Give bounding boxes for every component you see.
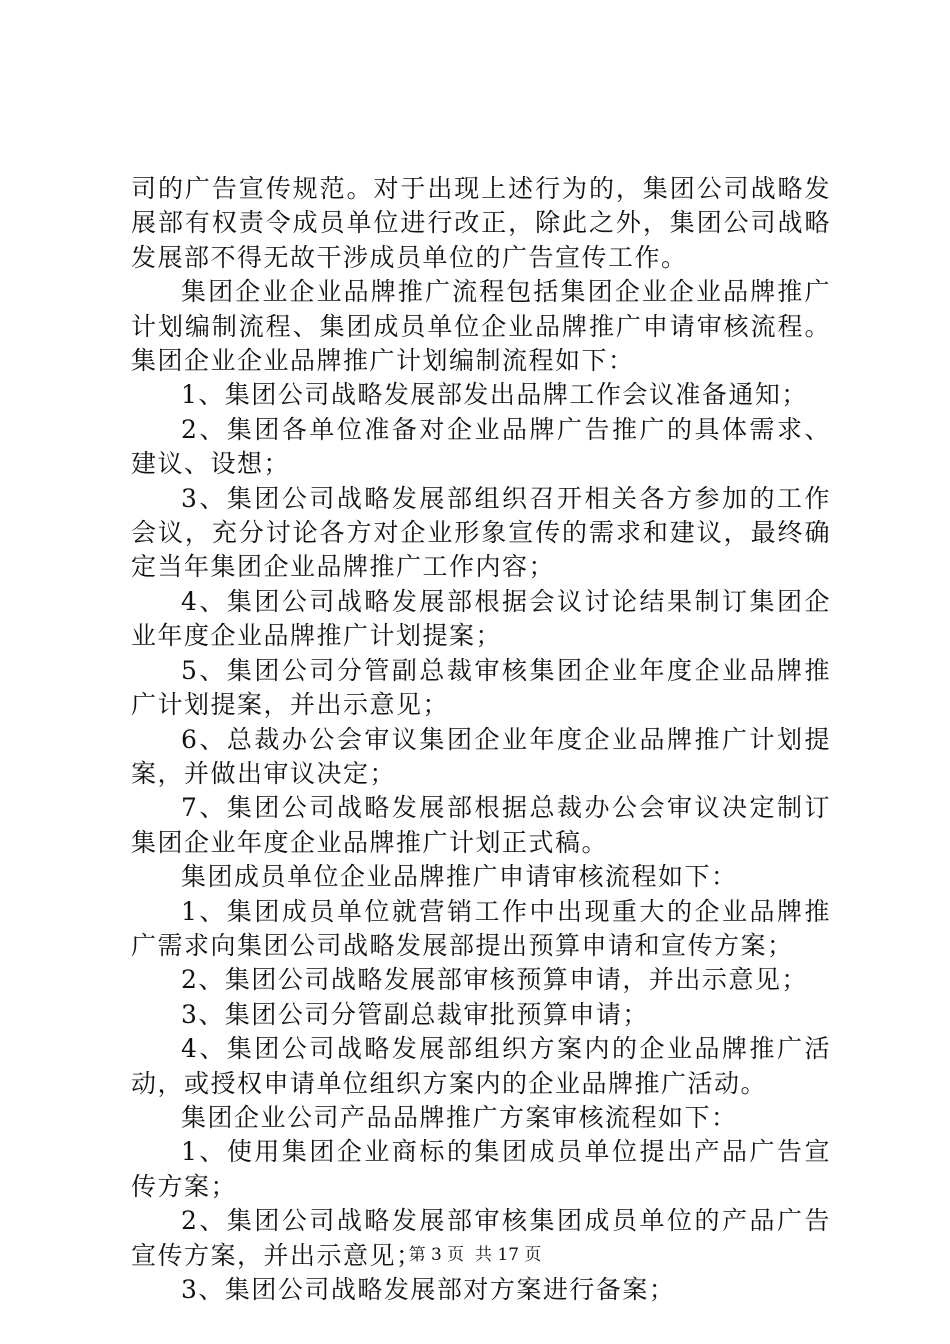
list-item: 1、使用集团企业商标的集团成员单位提出产品广告宣传方案； [131,1137,831,1201]
list-item: 3、集团公司战略发展部组织召开相关各方参加的工作会议，充分讨论各方对企业形象宣传的需求和建议，最终确定当年集团企业品牌推广工作内容； [131,483,831,582]
list-item: 1、集团成员单位就营销工作中出现重大的企业品牌推广需求向集团公司战略发展部提出预算申请和宣传方案； [131,896,831,960]
list-item: 3、集团公司分管副总裁审批预算申请； [181,999,649,1029]
document-body [131,172,831,1307]
paragraph: 集团成员单位企业品牌推广申请审核流程如下： [181,862,738,892]
list-item: 2、集团公司战略发展部审核集团成员单位的产品广告宣传方案，并出示意见； [131,1206,831,1270]
list-item: 7、集团公司战略发展部根据总裁办公会审议决定制订集团企业年度企业品牌推广计划正式稿。 [131,793,831,857]
list-item: 2、集团各单位准备对企业品牌广告推广的具体需求、建议、设想； [131,414,831,479]
paragraph: 集团企业公司产品品牌推广方案审核流程如下： [181,1102,738,1132]
page-number: 第 3 页 共 17 页 [408,1245,542,1265]
list-item: 2、集团公司战略发展部审核预算申请，并出示意见； [181,965,808,995]
list-item: 6、总裁办公会审议集团企业年度企业品牌推广计划提案，并做出审议决定； [131,724,831,788]
list-item: 4、集团公司战略发展部组织方案内的企业品牌推广活动，或授权申请单位组织方案内的企业品牌推广活动。 [131,1034,831,1098]
list-item: 5、集团公司分管副总裁审核集团企业年度企业品牌推广计划提案，并出示意见； [131,655,831,720]
list-item: 4、集团公司战略发展部根据会议讨论结果制订集团企业年度企业品牌推广计划提案； [131,586,831,651]
page-footer [0,1240,950,1265]
list-item: 3、集团公司战略发展部对方案进行备案； [181,1275,676,1304]
paragraph: 司的广告宣传规范。对于出现上述行为的，集团公司战略发展部有权责令成员单位进行改正，除此之外，集团公司战略发展部不得无故干涉成员单位的广告宣传工作。 [131,174,831,272]
paragraph: 集团企业企业品牌推广流程包括集团企业企业品牌推广计划编制流程、集团成员单位企业品牌推广申请审核流程。集团企业企业品牌推广计划编制流程如下： [131,277,831,376]
list-item: 1、集团公司战略发展部发出品牌工作会议准备通知； [181,380,808,410]
